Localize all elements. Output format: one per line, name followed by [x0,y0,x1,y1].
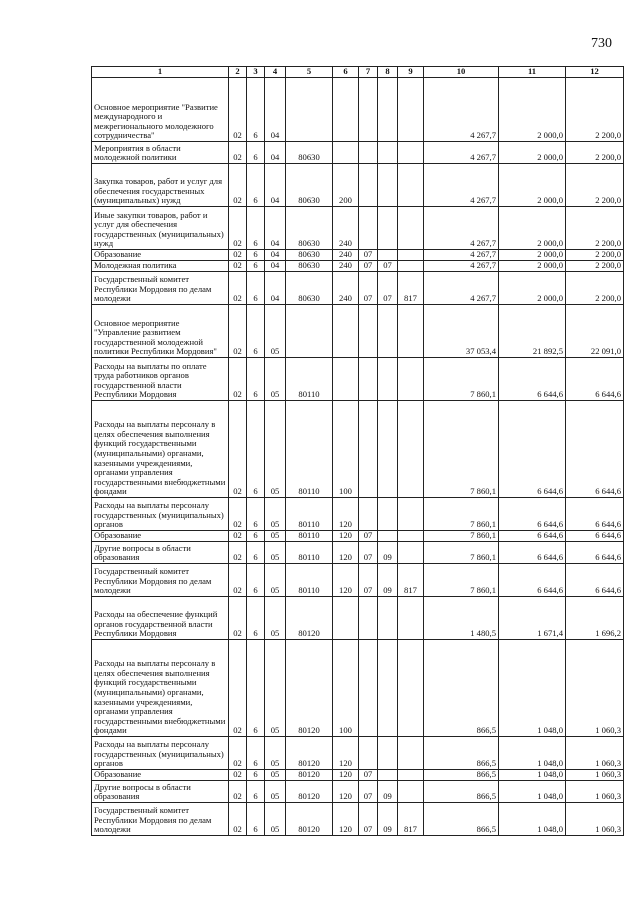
cell-subsection: 6 [247,564,265,597]
cell-item-name: Основное мероприятие "Управление развитием государственной молодежной политики Республики Мордовия" [92,305,229,358]
cell-expense-code: 80120 [286,770,333,781]
cell-expense-type [333,142,359,164]
cell-item-name: Государственный комитет Республики Мордовия по делам молодежи [92,803,229,836]
cell-subdivision [378,597,398,640]
cell-item-name: Основное мероприятие "Развитие международного и межрегионального молодежного сотрудничества" [92,78,229,142]
cell-program: 04 [265,261,286,272]
cell-subdivision [378,401,398,498]
cell-program: 04 [265,142,286,164]
cell-subsection: 6 [247,305,265,358]
cell-program: 05 [265,542,286,564]
cell-expense-code: 80630 [286,164,333,207]
cell-section: 02 [229,597,247,640]
cell-subdivision [378,250,398,261]
cell-subdivision [378,531,398,542]
cell-subdivision [378,770,398,781]
cell-expense-type: 100 [333,401,359,498]
cell-subsection: 6 [247,737,265,770]
cell-program: 05 [265,737,286,770]
cell-amount-year-2: 2 000,0 [499,78,566,142]
cell-expense-code: 80110 [286,531,333,542]
cell-amount-year-1: 866,5 [424,640,499,737]
cell-item-name: Расходы на выплаты персоналу в целях обеспечения выполнения функций государственными (муниципальными) органами, казенными учреждениями, органами управления государственными внебюджетными фондами [92,401,229,498]
cell-amount-year-3: 22 091,0 [566,305,624,358]
cell-amount-year-2: 1 048,0 [499,640,566,737]
cell-amount-year-2: 6 644,6 [499,358,566,401]
cell-division: 07 [359,803,378,836]
cell-division: 07 [359,564,378,597]
cell-ministry [398,142,424,164]
cell-expense-type: 100 [333,640,359,737]
cell-amount-year-3: 1 060,3 [566,737,624,770]
cell-subsection: 6 [247,498,265,531]
cell-ministry: 817 [398,564,424,597]
cell-amount-year-1: 4 267,7 [424,261,499,272]
cell-item-name: Иные закупки товаров, работ и услуг для обеспечения государственных (муниципальных) нужд [92,207,229,250]
cell-division: 07 [359,781,378,803]
table-row [92,640,624,737]
cell-ministry [398,542,424,564]
cell-program: 05 [265,640,286,737]
table-row [92,770,624,781]
column-header-2: 2 [229,67,247,78]
cell-division: 07 [359,770,378,781]
cell-division [359,597,378,640]
cell-ministry [398,498,424,531]
cell-program: 05 [265,401,286,498]
cell-division: 07 [359,261,378,272]
cell-division [359,358,378,401]
cell-amount-year-1: 4 267,7 [424,272,499,305]
cell-ministry [398,597,424,640]
cell-ministry [398,164,424,207]
cell-expense-type: 120 [333,781,359,803]
cell-subdivision [378,498,398,531]
cell-expense-code: 80630 [286,142,333,164]
cell-ministry [398,531,424,542]
table-row [92,272,624,305]
cell-amount-year-2: 2 000,0 [499,164,566,207]
cell-amount-year-2: 2 000,0 [499,142,566,164]
table-row [92,250,624,261]
cell-subdivision: 09 [378,564,398,597]
cell-subsection: 6 [247,261,265,272]
column-header-8: 8 [378,67,398,78]
cell-subdivision: 09 [378,803,398,836]
cell-expense-code: 80630 [286,250,333,261]
cell-amount-year-3: 2 200,0 [566,207,624,250]
cell-amount-year-1: 7 860,1 [424,542,499,564]
cell-subdivision: 09 [378,781,398,803]
column-header-12: 12 [566,67,624,78]
cell-subdivision [378,78,398,142]
cell-ministry [398,401,424,498]
table-row [92,781,624,803]
cell-expense-code: 80110 [286,542,333,564]
cell-amount-year-1: 4 267,7 [424,78,499,142]
cell-division [359,164,378,207]
cell-program: 05 [265,781,286,803]
cell-item-name: Закупка товаров, работ и услуг для обеспечения государственных (муниципальных) нужд [92,164,229,207]
cell-expense-type: 240 [333,250,359,261]
cell-item-name: Расходы на выплаты персоналу в целях обеспечения выполнения функций государственными (муниципальными) органами, казенными учреждениями, органами управления государственными внебюджетными фондами [92,640,229,737]
cell-subsection: 6 [247,142,265,164]
cell-item-name: Образование [92,770,229,781]
cell-ministry [398,261,424,272]
cell-ministry [398,207,424,250]
cell-item-name: Другие вопросы в области образования [92,781,229,803]
cell-amount-year-1: 4 267,7 [424,164,499,207]
cell-program: 05 [265,531,286,542]
cell-section: 02 [229,770,247,781]
cell-program: 05 [265,358,286,401]
cell-program: 04 [265,78,286,142]
cell-amount-year-2: 6 644,6 [499,401,566,498]
cell-expense-type: 120 [333,498,359,531]
table-row [92,803,624,836]
cell-ministry [398,250,424,261]
cell-section: 02 [229,737,247,770]
table-row [92,78,624,142]
cell-ministry [398,770,424,781]
cell-amount-year-1: 7 860,1 [424,531,499,542]
cell-amount-year-1: 866,5 [424,803,499,836]
cell-amount-year-3: 2 200,0 [566,164,624,207]
cell-section: 02 [229,542,247,564]
cell-section: 02 [229,531,247,542]
cell-section: 02 [229,272,247,305]
cell-amount-year-2: 2 000,0 [499,272,566,305]
cell-subsection: 6 [247,542,265,564]
cell-expense-code: 80630 [286,207,333,250]
cell-item-name: Образование [92,531,229,542]
cell-program: 05 [265,770,286,781]
cell-subsection: 6 [247,358,265,401]
cell-expense-type: 120 [333,564,359,597]
cell-expense-type: 120 [333,770,359,781]
cell-subsection: 6 [247,597,265,640]
cell-expense-code [286,78,333,142]
cell-expense-type [333,358,359,401]
cell-section: 02 [229,250,247,261]
cell-item-name: Молодежная политика [92,261,229,272]
cell-section: 02 [229,564,247,597]
cell-amount-year-3: 1 696,2 [566,597,624,640]
cell-amount-year-1: 7 860,1 [424,401,499,498]
cell-amount-year-2: 1 048,0 [499,737,566,770]
cell-expense-code [286,305,333,358]
cell-amount-year-1: 866,5 [424,770,499,781]
cell-division [359,142,378,164]
cell-section: 02 [229,78,247,142]
cell-item-name: Расходы на обеспечение функций органов государственной власти Республики Мордовия [92,597,229,640]
cell-program: 05 [265,498,286,531]
page-number: 730 [591,36,612,51]
cell-division [359,305,378,358]
column-header-9: 9 [398,67,424,78]
cell-amount-year-3: 6 644,6 [566,531,624,542]
cell-amount-year-3: 2 200,0 [566,261,624,272]
cell-amount-year-1: 7 860,1 [424,498,499,531]
cell-program: 05 [265,803,286,836]
cell-item-name: Другие вопросы в области образования [92,542,229,564]
cell-subsection: 6 [247,401,265,498]
cell-item-name: Государственный комитет Республики Мордовия по делам молодежи [92,272,229,305]
cell-item-name: Государственный комитет Республики Мордовия по делам молодежи [92,564,229,597]
cell-subsection: 6 [247,770,265,781]
cell-amount-year-3: 1 060,3 [566,640,624,737]
cell-amount-year-1: 37 053,4 [424,305,499,358]
column-header-5: 5 [286,67,333,78]
cell-amount-year-1: 7 860,1 [424,564,499,597]
cell-amount-year-2: 1 671,4 [499,597,566,640]
table-row [92,207,624,250]
cell-section: 02 [229,305,247,358]
cell-expense-code: 80630 [286,272,333,305]
cell-amount-year-2: 2 000,0 [499,207,566,250]
cell-section: 02 [229,781,247,803]
cell-subdivision: 07 [378,261,398,272]
cell-amount-year-3: 1 060,3 [566,781,624,803]
cell-expense-code: 80120 [286,597,333,640]
cell-amount-year-3: 1 060,3 [566,770,624,781]
cell-subsection: 6 [247,531,265,542]
cell-division: 07 [359,531,378,542]
cell-expense-code: 80630 [286,261,333,272]
cell-expense-code: 80110 [286,564,333,597]
table-row [92,164,624,207]
table-row [92,305,624,358]
cell-expense-code: 80120 [286,803,333,836]
cell-ministry [398,640,424,737]
cell-section: 02 [229,358,247,401]
cell-subdivision: 07 [378,272,398,305]
cell-amount-year-3: 2 200,0 [566,78,624,142]
cell-expense-type: 120 [333,803,359,836]
cell-expense-code: 80110 [286,401,333,498]
table-row [92,401,624,498]
budget-table [91,66,624,836]
cell-section: 02 [229,803,247,836]
table-body [92,78,624,836]
cell-amount-year-1: 4 267,7 [424,142,499,164]
cell-expense-type [333,597,359,640]
cell-subdivision [378,164,398,207]
cell-program: 04 [265,207,286,250]
cell-program: 04 [265,272,286,305]
column-header-11: 11 [499,67,566,78]
cell-subdivision [378,207,398,250]
cell-section: 02 [229,640,247,737]
cell-subsection: 6 [247,803,265,836]
cell-amount-year-2: 1 048,0 [499,803,566,836]
cell-amount-year-2: 6 644,6 [499,531,566,542]
column-header-4: 4 [265,67,286,78]
cell-expense-type [333,305,359,358]
cell-subsection: 6 [247,78,265,142]
cell-expense-type: 120 [333,542,359,564]
cell-expense-type [333,78,359,142]
cell-ministry [398,737,424,770]
cell-section: 02 [229,207,247,250]
cell-subdivision [378,737,398,770]
table-row [92,142,624,164]
cell-amount-year-2: 6 644,6 [499,542,566,564]
table-row [92,358,624,401]
column-header-10: 10 [424,67,499,78]
cell-amount-year-2: 1 048,0 [499,770,566,781]
table-header-row [92,67,624,78]
cell-subdivision [378,358,398,401]
cell-section: 02 [229,142,247,164]
cell-section: 02 [229,261,247,272]
cell-amount-year-3: 2 200,0 [566,142,624,164]
cell-amount-year-3: 6 644,6 [566,542,624,564]
cell-amount-year-2: 2 000,0 [499,261,566,272]
cell-item-name: Расходы на выплаты персоналу государственных (муниципальных) органов [92,737,229,770]
cell-amount-year-2: 6 644,6 [499,498,566,531]
table-row [92,564,624,597]
cell-expense-type: 240 [333,207,359,250]
cell-expense-type: 200 [333,164,359,207]
cell-amount-year-2: 1 048,0 [499,781,566,803]
table-row [92,737,624,770]
cell-amount-year-3: 6 644,6 [566,564,624,597]
cell-division [359,78,378,142]
cell-item-name: Образование [92,250,229,261]
cell-amount-year-3: 2 200,0 [566,272,624,305]
cell-amount-year-2: 21 892,5 [499,305,566,358]
cell-item-name: Расходы на выплаты персоналу государственных (муниципальных) органов [92,498,229,531]
cell-amount-year-1: 4 267,7 [424,207,499,250]
cell-ministry [398,781,424,803]
cell-division [359,401,378,498]
cell-division [359,207,378,250]
table-row [92,531,624,542]
column-header-6: 6 [333,67,359,78]
cell-subsection: 6 [247,207,265,250]
cell-subsection: 6 [247,164,265,207]
cell-expense-code: 80120 [286,737,333,770]
cell-program: 04 [265,250,286,261]
cell-ministry [398,305,424,358]
cell-section: 02 [229,401,247,498]
cell-amount-year-1: 4 267,7 [424,250,499,261]
cell-subsection: 6 [247,640,265,737]
cell-division [359,498,378,531]
cell-item-name: Мероприятия в области молодежной политики [92,142,229,164]
cell-division [359,737,378,770]
cell-program: 05 [265,305,286,358]
cell-amount-year-3: 1 060,3 [566,803,624,836]
cell-program: 04 [265,164,286,207]
cell-expense-type: 240 [333,261,359,272]
column-header-3: 3 [247,67,265,78]
cell-amount-year-2: 6 644,6 [499,564,566,597]
cell-amount-year-1: 866,5 [424,737,499,770]
cell-expense-code: 80120 [286,781,333,803]
cell-subsection: 6 [247,781,265,803]
cell-amount-year-1: 7 860,1 [424,358,499,401]
cell-subsection: 6 [247,250,265,261]
cell-amount-year-1: 1 480,5 [424,597,499,640]
column-header-7: 7 [359,67,378,78]
cell-division: 07 [359,542,378,564]
cell-expense-code: 80120 [286,640,333,737]
cell-amount-year-2: 2 000,0 [499,250,566,261]
column-header-1: 1 [92,67,229,78]
cell-amount-year-1: 866,5 [424,781,499,803]
cell-amount-year-3: 6 644,6 [566,498,624,531]
cell-amount-year-3: 6 644,6 [566,358,624,401]
cell-subdivision [378,640,398,737]
cell-subdivision: 09 [378,542,398,564]
cell-subsection: 6 [247,272,265,305]
cell-expense-code: 80110 [286,358,333,401]
cell-section: 02 [229,164,247,207]
table-row [92,261,624,272]
cell-expense-code: 80110 [286,498,333,531]
cell-program: 05 [265,564,286,597]
cell-subdivision [378,142,398,164]
cell-subdivision [378,305,398,358]
cell-ministry: 817 [398,803,424,836]
table-row [92,498,624,531]
cell-program: 05 [265,597,286,640]
table-row [92,542,624,564]
cell-expense-type: 120 [333,737,359,770]
cell-item-name: Расходы на выплаты по оплате труда работников органов государственной власти Республики Мордовия [92,358,229,401]
cell-ministry [398,78,424,142]
cell-division [359,640,378,737]
cell-amount-year-3: 2 200,0 [566,250,624,261]
cell-section: 02 [229,498,247,531]
cell-division: 07 [359,250,378,261]
table-row [92,597,624,640]
cell-ministry: 817 [398,272,424,305]
cell-amount-year-3: 6 644,6 [566,401,624,498]
cell-ministry [398,358,424,401]
cell-expense-type: 120 [333,531,359,542]
cell-division: 07 [359,272,378,305]
cell-expense-type: 240 [333,272,359,305]
